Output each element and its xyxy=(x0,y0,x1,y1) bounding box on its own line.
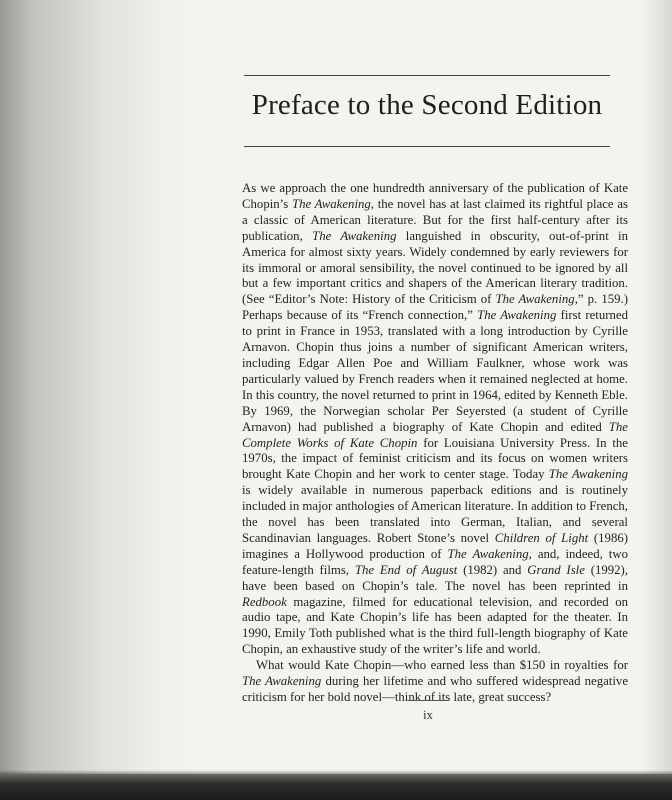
page-number-rule xyxy=(408,700,448,701)
italic-title-run: Redbook xyxy=(242,594,287,609)
page-edge-shadow xyxy=(642,0,672,800)
paragraph xyxy=(242,658,628,706)
text-run: What would Kate Chopin—who earned less than $150 in royalties for xyxy=(256,658,628,673)
text-run: ,” p. 159.) Perhaps because of its “French connection,” xyxy=(242,292,628,323)
text-run: is widely available in numerous paperback editions and is routinely included in major anthologies of American literature. In addition to French, the novel has been translated into German, Italian, and several Scandinavian languages. Robert Stone’s novel xyxy=(242,483,628,545)
page-number: ix xyxy=(423,708,433,722)
text-run: during her lifetime and who suffered widespread negative criticism for her bold novel—think of its late, great success? xyxy=(242,674,628,704)
text-run: (1982) and xyxy=(457,562,528,577)
title-rule-top xyxy=(244,75,610,76)
text-run: As we approach the one hundredth anniversary of the publication of Kate Chopin’s xyxy=(242,181,628,211)
scanner-edge xyxy=(0,774,672,800)
text-run: for Louisiana University Press. In the 1970s, the impact of feminist criticism and its focus on women writers brought Kate Chopin and her work to center stage. Today xyxy=(242,435,628,482)
italic-title-run: The Complete Works of Kate Chopin xyxy=(242,419,628,450)
text-run: , the novel has at last claimed its rightful place as a classic of American literature. But for the first half-century after its publication, xyxy=(242,196,628,243)
italic-title-run: The Awakening xyxy=(495,292,575,307)
italic-title-run: The Awakening xyxy=(291,196,371,211)
paragraph xyxy=(242,181,628,658)
italic-title-run: The End of August xyxy=(354,562,458,577)
italic-title-run: The Awakening xyxy=(477,308,557,323)
book-gutter-shadow xyxy=(0,0,200,800)
text-run: languished in obscurity, out-of-print in America for almost sixty years. Widely condemned by early reviewers for its immoral or amoral sensibility, the novel continued to be ignored by all but a few important critics and shapers of the American literary tradition. (See “Editor’s Note: History of the Criticism of xyxy=(242,228,629,307)
italic-title-run: The Awakening xyxy=(447,546,529,561)
italic-title-run: Grand Isle xyxy=(527,562,585,577)
italic-title-run: The Awakening xyxy=(242,674,322,689)
title-rule-bottom xyxy=(244,146,610,147)
italic-title-run: The Awakening xyxy=(312,228,397,243)
italic-title-run: Children of Light xyxy=(494,530,589,545)
italic-title-run: The Awakening xyxy=(548,467,628,482)
preface-body xyxy=(242,181,628,706)
text-run: (1992), have been based on Chopin’s tale. The novel has been reprinted in xyxy=(242,562,629,593)
text-run: (1986) imagines a Hollywood production of xyxy=(242,530,629,561)
page-title: Preface to the Second Edition xyxy=(251,89,603,121)
text-run: , and, indeed, two feature-length films, xyxy=(242,546,628,577)
text-run: first returned to print in France in 1953, translated with a long introduction by Cyrille Arnavon. Chopin thus joins a number of significant American writers, including Edgar Allen Poe and William Faulkner, whose work was particularly valued by French readers when it remained neglected at home. In this country, the novel returned to print in 1964, edited by Kenneth Eble. By 1969, the Norwegian scholar Per Seyersted (a student of Cyrille Arnavon) had published a biography of Kate Chopin and edited xyxy=(242,308,628,434)
text-run: magazine, filmed for educational television, and recorded on audio tape, and Kate Chopin’s life has been adapted for the theater. In 1990, Emily Toth published what is the third full-length biography of Kate Chopin, an exhaustive study of the writer’s life and world. xyxy=(242,594,628,657)
